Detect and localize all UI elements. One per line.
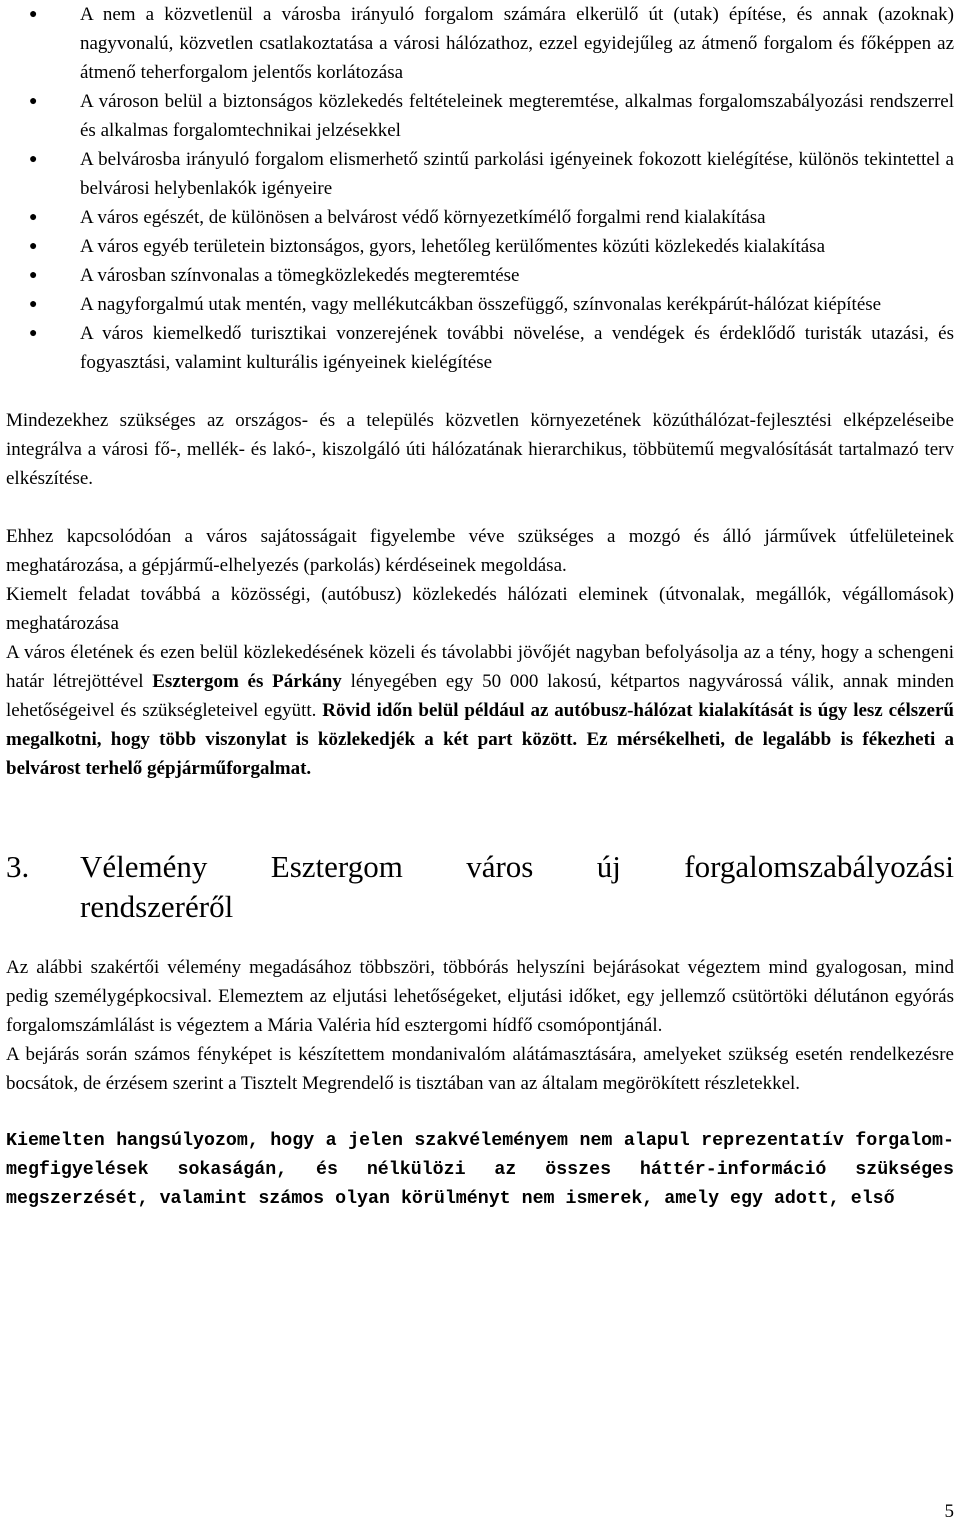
section-number: 3. xyxy=(6,849,30,884)
section-heading xyxy=(6,847,954,927)
bold-bus-statement: Rövid időn belül például az autóbusz-hálózat kialakítását is úgy lesz célszerű megalkotni, hogy több viszonylat is közlekedjék a két part között. Ez mérsékelheti, de legalább is fékezheti a belvárost terhelő gépjárműforgalmat. xyxy=(6,700,954,779)
bullet-icon: ● xyxy=(29,7,38,22)
spacer xyxy=(6,783,954,847)
goal-list xyxy=(6,0,954,377)
paragraph-schengen: A város életének és ezen belül közlekedésének közeli és távolabbi jövőjét nagyban befolyásolja az a tény, hogy a schengeni határ létrejöttével Esztergom és Párkány lényegében egy 50 000 lakosú, kétpartos nagyvárossá válik, annak minden lehetőségeivel és szükségleteivel együtt. Rövid időn belül például az autóbusz-hálózat kialakítását is úgy lesz célszerű megalkotni, hogy több viszonylat is közlekedjék a két part között. Ez mérsékelheti, de legalább is fékezheti a belvárost terhelő gépjárműforgalmat. xyxy=(6,642,954,779)
list-item: ● A belvárosba irányuló forgalom elismerhető szintű parkolási igényeinek fokozott kielégítése, különös tekintettel a belvárosi helybenlakók igényeire xyxy=(6,145,954,203)
bullet-icon: ● xyxy=(29,268,38,283)
paragraph-bus-network: Kiemelt feladat továbbá a közösségi, (autóbusz) közlekedés hálózati eleminek (útvonalak, megállók, végállomások) meghatározása xyxy=(6,584,954,634)
paragraph-network-plan: Mindezekhez szükséges az országos- és a település közvetlen környezetének közúthálózat-fejlesztési elképzeléseibe integrálva a városi fő-, mellék- és lakó-, kiszolgáló úti hálózatának hierarchikus, többütemű megvalósítását tartalmazó terv elkészítése. xyxy=(6,410,954,489)
paragraph-photos: A bejárás során számos fényképet is készítettem mondanivalóm alátámasztására, amelyeket szükség esetén rendelkezésre bocsátok, de érzésem szerint a Tisztelt Megrendelő is tisztában van az általam megörökített részletekkel. xyxy=(6,1044,954,1094)
list-item: ● A város egyéb területein biztonságos, gyors, lehetőleg kerülőmentes közúti közlekedés kialakítása xyxy=(6,232,954,261)
section-title-line-1: Vélemény Esztergom város új forgalomszabályozási xyxy=(80,849,954,884)
paragraph-disclaimer: Kiemelten hangsúlyozom, hogy a jelen szakvéleményem nem alapul reprezentatív forgalom-megfigyelések sokaságán, és nélkülözi az összes háttér-információ szükséges megszerzését, valamint számos olyan körülményt nem ismerek, amely egy adott, első xyxy=(6,1131,954,1209)
bold-city-names: Esztergom és Párkány xyxy=(152,671,342,692)
bullet-icon: ● xyxy=(29,94,38,109)
bullet-icon: ● xyxy=(29,210,38,225)
list-item: ● A városban színvonalas a tömegközlekedés megteremtése xyxy=(6,261,954,290)
page-number: 5 xyxy=(944,1501,954,1522)
spacer xyxy=(6,927,954,953)
bullet-icon: ● xyxy=(29,152,38,167)
bullet-icon: ● xyxy=(29,297,38,312)
bullet-icon: ● xyxy=(29,326,38,341)
list-item: ● A nagyforgalmú utak mentén, vagy mellékutcákban összefüggő, színvonalas kerékpárút-hálózat kiépítése xyxy=(6,290,954,319)
list-item: ● A nem a közvetlenül a városba irányuló forgalom számára elkerülő út (utak) építése, és annak (azoknak) nagyvonalú, közvetlen csatlakoztatása a városi hálózathoz, ezzel egyidejűleg az átmenő forgalom és főképpen az átmenő teherforgalom jelentős korlátozása xyxy=(6,0,954,87)
list-item: ● A városon belül a biztonságos közlekedés feltételeinek megteremtése, alkalmas forgalomszabályozási rendszerrel és alkalmas forgalomtechnikai jelzésekkel xyxy=(6,87,954,145)
spacer xyxy=(6,1098,954,1127)
paragraph-site-visits: Az alábbi szakértői vélemény megadásához többszöri, többórás helyszíni bejárásokat végeztem mind gyalogosan, mind pedig személygépkocsival. Elemeztem az eljutási lehetőségeket, eljutási időket, egy jellemző csütörtöki délutánon egyórás forgalomszámlálást is végeztem a Mária Valéria híd esztergomi hídfő csomópontjánál. xyxy=(6,957,954,1036)
spacer xyxy=(6,377,954,406)
section-title-line-2: rendszeréről xyxy=(80,889,234,924)
paragraph-parking: Ehhez kapcsolódóan a város sajátosságait figyelembe véve szükséges a mozgó és álló járművek útfelületeinek meghatározása, a gépjármű-elhelyezés (parkolás) kérdéseinek megoldása. xyxy=(6,526,954,576)
bullet-icon: ● xyxy=(29,239,38,254)
list-item: ● A város egészét, de különösen a belvárost védő környezetkímélő forgalmi rend kialakítása xyxy=(6,203,954,232)
spacer xyxy=(6,493,954,522)
document-page xyxy=(6,0,954,1214)
list-item: ● A város kiemelkedő turisztikai vonzerejének további növelése, a vendégek és érdeklődő turisták utazási, és fogyasztási, valamint kulturális igényeinek kielégítése xyxy=(6,319,954,377)
